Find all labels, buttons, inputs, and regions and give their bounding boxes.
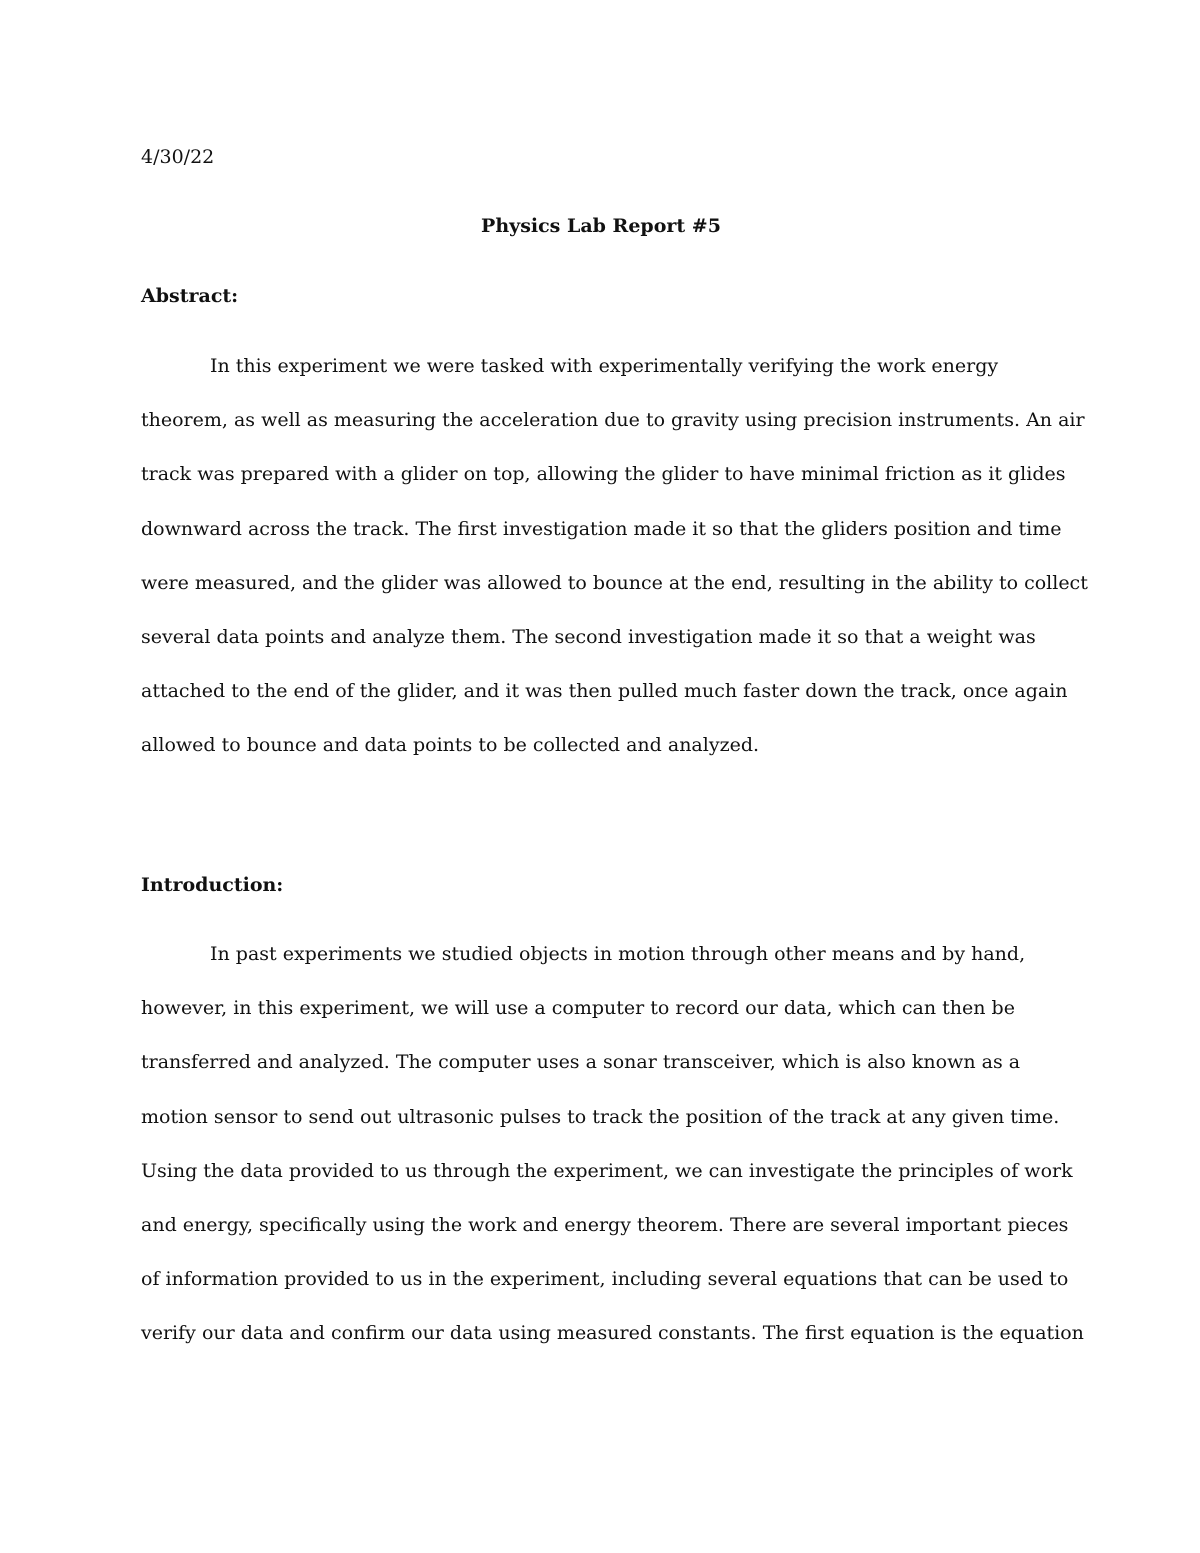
abstract-line: In this experiment we were tasked with experimentally verifying the work energy — [210, 355, 999, 377]
abstract-heading: Abstract: — [141, 285, 239, 307]
document-title: Physics Lab Report #5 — [481, 215, 721, 237]
abstract-paragraph — [141, 339, 1088, 773]
abstract-line: allowed to bounce and data points to be collected and analyzed. — [141, 734, 760, 757]
abstract-line: attached to the end of the glider, and it was then pulled much faster down the track, once again — [141, 680, 1068, 703]
abstract-line: track was prepared with a glider on top, allowing the glider to have minimal friction as it glides — [141, 463, 1066, 486]
introduction-line: of information provided to us in the experiment, including several equations that can be used to — [141, 1268, 1069, 1291]
introduction-heading: Introduction: — [141, 874, 284, 896]
introduction-line: motion sensor to send out ultrasonic pulses to track the position of the track at any given time. — [141, 1105, 1060, 1128]
abstract-line: several data points and analyze them. The second investigation made it so that a weight was — [141, 625, 1036, 648]
abstract-line: downward across the track. The first investigation made it so that the gliders position and time — [141, 517, 1062, 540]
document-date: 4/30/22 — [141, 146, 215, 168]
introduction-line: Using the data provided to us through the experiment, we can investigate the principles of work — [141, 1159, 1073, 1182]
introduction-line: and energy, specifically using the work and energy theorem. There are several important pieces — [141, 1213, 1069, 1236]
introduction-line: In past experiments we studied objects in motion through other means and by hand, — [210, 943, 1026, 965]
abstract-line: were measured, and the glider was allowed to bounce at the end, resulting in the ability to collect — [141, 571, 1088, 594]
introduction-line: transferred and analyzed. The computer uses a sonar transceiver, which is also known as a — [141, 1051, 1021, 1074]
introduction-line: verify our data and confirm our data using measured constants. The first equation is the equation — [141, 1322, 1084, 1345]
abstract-line: theorem, as well as measuring the acceleration due to gravity using precision instruments. An air — [141, 409, 1085, 432]
introduction-paragraph — [141, 927, 1084, 1361]
introduction-line: however, in this experiment, we will use a computer to record our data, which can then be — [141, 997, 1015, 1020]
